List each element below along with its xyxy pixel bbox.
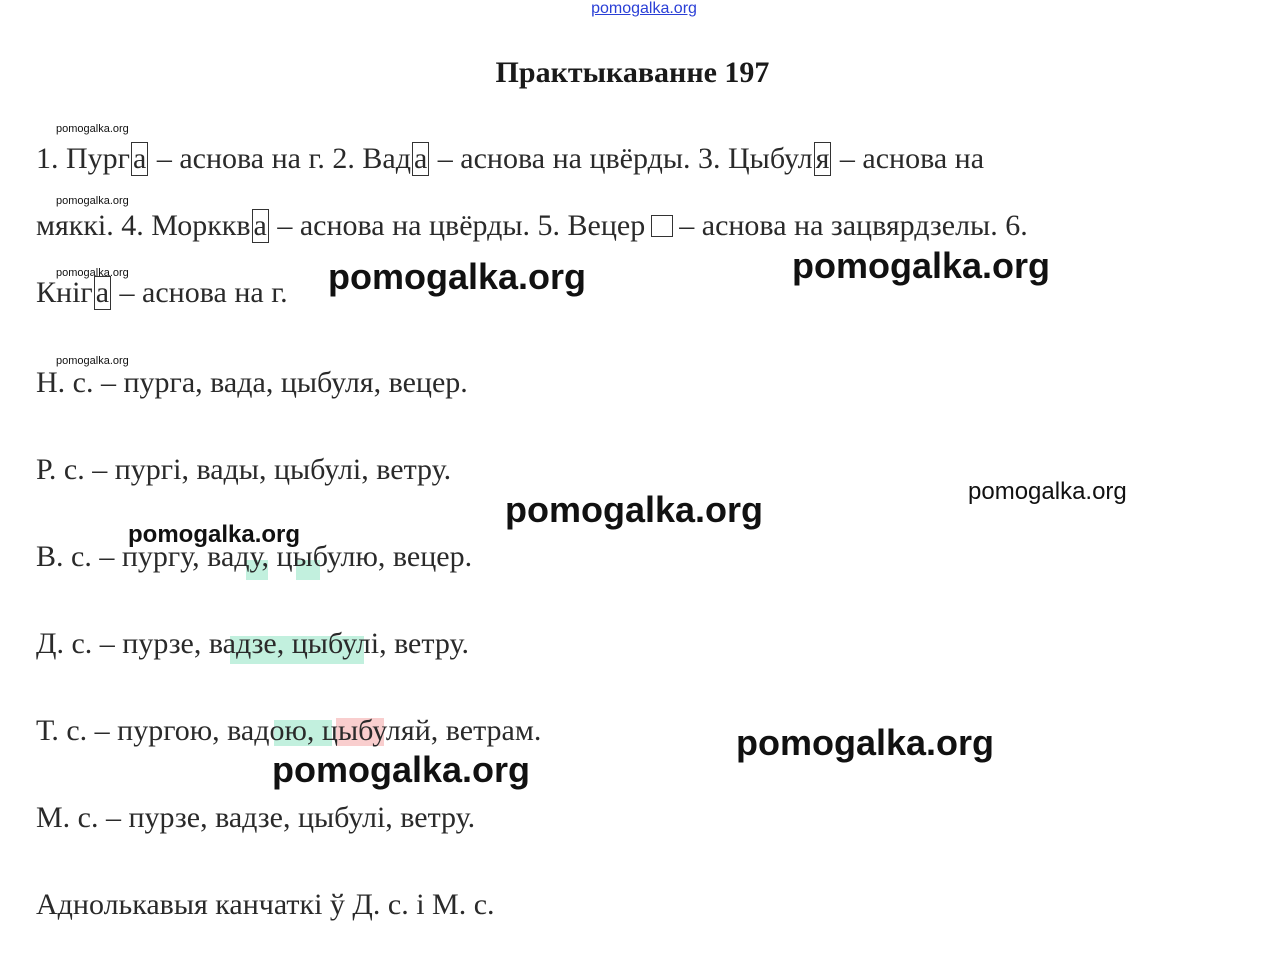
conclusion-text: Аднолькавыя канчаткі ў Д. с. і М. с. xyxy=(36,888,495,921)
exercise-text: мяккі. 4. Морккв xyxy=(36,209,251,242)
site-link[interactable]: pomogalka.org xyxy=(591,0,697,17)
ending-box: я xyxy=(815,142,830,175)
watermark-small: pomogalka.org xyxy=(56,355,129,367)
exercise-line-3 xyxy=(36,276,288,310)
watermark-medium: pomogalka.org xyxy=(128,521,301,548)
watermark-big: pomogalka.org xyxy=(736,722,995,763)
case-locative: М. с. – пурзе, вадзе, цыбулі, ветру. xyxy=(36,801,476,834)
exercise-text: – аснова на цвёрды. 5. Вецер xyxy=(269,209,646,242)
page-title: Практыкаванне 197 xyxy=(495,56,770,89)
watermark-medium: pomogalka.org xyxy=(968,478,1127,505)
ending-box: а xyxy=(132,142,147,175)
exercise-line-1 xyxy=(36,142,984,176)
ending-box: а xyxy=(95,276,110,309)
ending-box: а xyxy=(253,209,267,242)
exercise-text: – аснова на г. 2. Вад xyxy=(149,142,411,175)
exercise-text: – аснова на зацвярдзелы. 6. xyxy=(679,209,1028,242)
exercise-text: – аснова на г. xyxy=(112,276,288,309)
ending-box: а xyxy=(413,142,428,175)
zero-ending-box xyxy=(651,215,673,237)
case-dative: Д. с. – пурзе, вадзе, цыбулі, ветру. xyxy=(36,627,469,660)
watermark-big: pomogalka.org xyxy=(272,749,531,790)
exercise-text: Кніг xyxy=(36,276,93,309)
watermark-big: pomogalka.org xyxy=(328,256,587,297)
case-genitive: Р. с. – пургі, вады, цыбулі, ветру. xyxy=(36,453,452,486)
watermark-small: pomogalka.org xyxy=(56,195,129,207)
watermark-big: pomogalka.org xyxy=(505,489,764,530)
case-nominative: Н. с. – пурга, вада, цыбуля, вецер. xyxy=(36,366,468,399)
exercise-line-2 xyxy=(36,209,1028,243)
watermark-small: pomogalka.org xyxy=(56,267,129,279)
exercise-text: – аснова на цвёрды. 3. Цыбул xyxy=(430,142,813,175)
exercise-text: – аснова на xyxy=(832,142,985,175)
exercise-text: 1. Пург xyxy=(36,142,130,175)
case-accusative: В. с. – пургу, ваду, цыбулю, вецер. xyxy=(36,540,473,573)
watermark-small: pomogalka.org xyxy=(56,123,129,135)
case-instrumental: Т. с. – пургою, вадою, цыбуляй, ветрам. xyxy=(36,714,542,747)
watermark-big: pomogalka.org xyxy=(792,245,1051,286)
